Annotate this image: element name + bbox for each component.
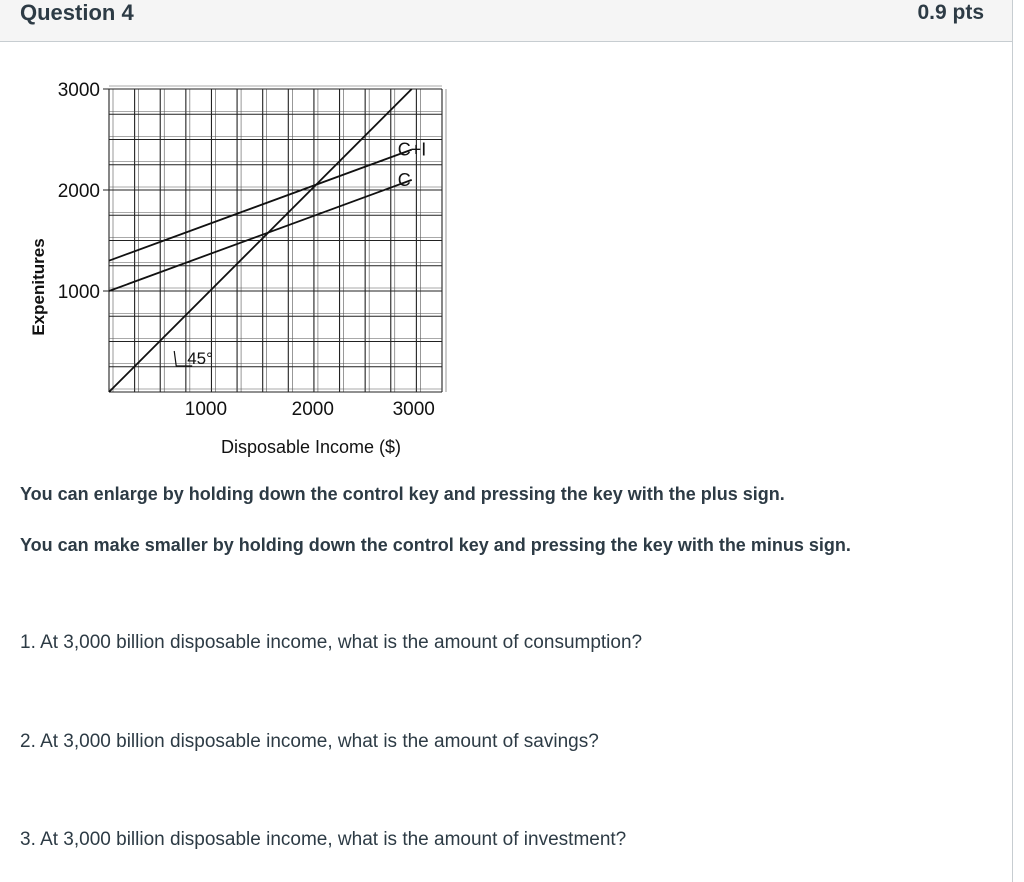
question-savings: 2. At 3,000 billion disposable income, what is the amount of savings? [20,731,599,752]
chart-grid [109,86,446,392]
instruction-enlarge: You can enlarge by holding down the control key and pressing the key with the plus sign. [20,484,785,504]
question-investment: 3. At 3,000 billion disposable income, what is the amount of investment? [20,829,627,850]
instruction-shrink: You can make smaller by holding down the control key and pressing the key with the minus sign. [20,535,851,555]
x-axis-label: Disposable Income ($) [220,437,402,457]
y-tick-label: 3000 [57,80,100,101]
question-header [0,0,1012,42]
x-tick-label: 1000 [184,399,228,420]
x-tick-label: 3000 [392,399,435,420]
series-label: C [397,169,411,190]
question-consumption: 1. At 3,000 billion disposable income, what is the amount of consumption? [20,632,643,653]
question-points: 0.9 pts [917,1,984,24]
line-c [109,180,412,291]
y-axis-label: Expenitures [29,238,48,336]
y-tick-label: 2000 [57,181,100,202]
y-tick-label: 1000 [57,282,100,303]
consumption-chart [0,42,470,457]
angle-label: 45° [187,349,213,368]
y-tick-labels [58,80,109,303]
x-tick-labels [185,399,435,420]
question-title: Question 4 [20,0,134,25]
line-c-i [109,150,412,261]
series-label: C+I [397,139,427,160]
x-tick-label: 2000 [291,399,334,420]
